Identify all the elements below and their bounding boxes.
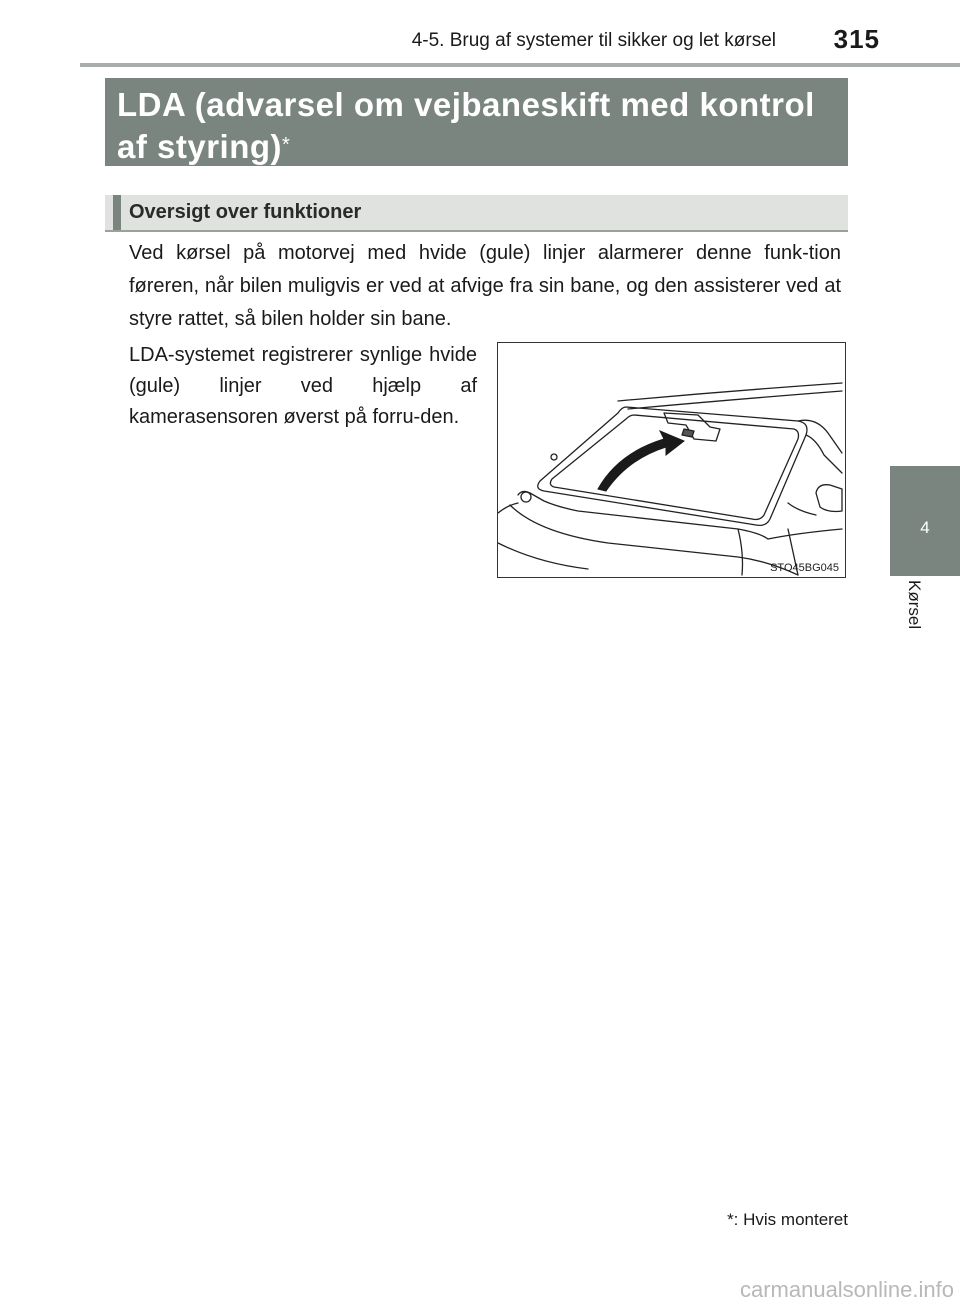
subsection-accent-bar	[113, 195, 121, 230]
section-title: 4-5. Brug af systemer til sikker og let kørsel	[411, 30, 776, 51]
page-title-text: LDA (advarsel om vejbaneskift med kontrol af styring)	[117, 86, 815, 165]
page-number: 315	[833, 24, 880, 54]
figure-code: STO45BG045	[770, 562, 839, 574]
chapter-label: Kørsel	[905, 580, 924, 630]
windshield-illustration	[498, 343, 844, 576]
chapter-tab	[890, 466, 960, 576]
subsection-heading: Oversigt over funktioner	[129, 201, 362, 223]
header-rule	[80, 63, 960, 67]
footnote: *: Hvis monteret	[727, 1210, 848, 1229]
watermark: carmanualsonline.info	[739, 1277, 954, 1302]
body-paragraph-2: LDA-systemet registrerer synlige hvide (gule) linjer ved hjælp af kamerasensoren øverst på forru-den.	[129, 344, 477, 428]
windshield-camera-figure	[497, 342, 846, 578]
body-paragraph-1: Ved kørsel på motorvej med hvide (gule) linjer alarmerer denne funk-tion føreren, når bilen muligvis er ved at afvige fra sin bane, og den assisterer ved at styre rattet, så bilen holder sin bane.	[129, 242, 841, 330]
running-head	[0, 22, 960, 58]
title-marker: *	[282, 134, 291, 156]
title-box	[105, 78, 848, 166]
page-title	[117, 84, 848, 168]
chapter-number: 4	[920, 518, 930, 537]
subsection-heading-box	[105, 195, 848, 232]
